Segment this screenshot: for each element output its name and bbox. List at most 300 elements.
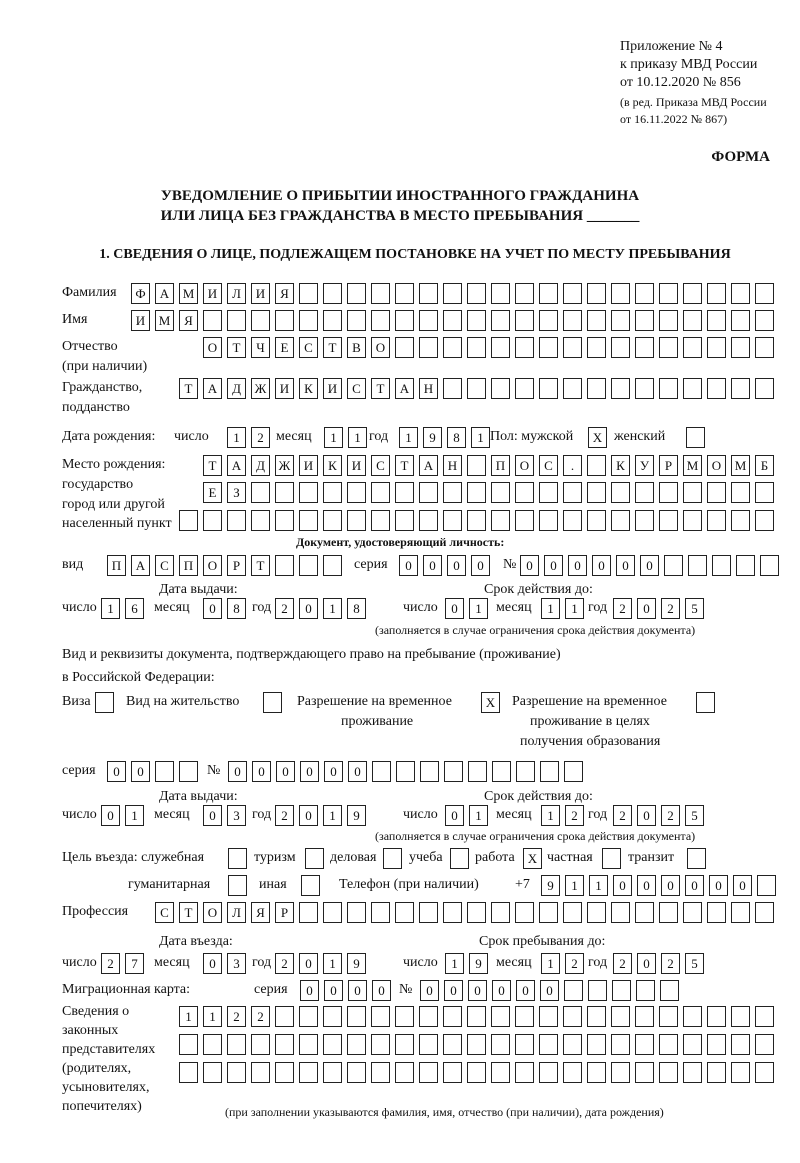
char-cell[interactable] [611, 510, 630, 531]
char-cell[interactable] [275, 482, 294, 503]
char-cell[interactable] [347, 482, 366, 503]
char-cell[interactable]: 8 [227, 598, 246, 619]
char-cell[interactable]: С [299, 337, 318, 358]
char-cell[interactable] [707, 482, 726, 503]
char-cell[interactable] [660, 980, 679, 1001]
char-cell[interactable]: 1 [541, 805, 560, 826]
char-cell[interactable]: 0 [640, 555, 659, 576]
char-cell[interactable] [491, 283, 510, 304]
char-cell[interactable] [443, 482, 462, 503]
char-cell[interactable]: 2 [101, 953, 120, 974]
char-cell[interactable]: 2 [613, 805, 632, 826]
char-cell[interactable] [515, 283, 534, 304]
char-cell[interactable] [467, 1062, 486, 1083]
char-cell[interactable]: А [203, 378, 222, 399]
char-cell[interactable]: Ф [131, 283, 150, 304]
char-cell[interactable]: Ж [251, 378, 270, 399]
char-cell[interactable] [467, 283, 486, 304]
char-cell[interactable] [755, 1006, 774, 1027]
char-cell[interactable] [275, 1034, 294, 1055]
char-cell[interactable] [587, 482, 606, 503]
char-cell[interactable]: 0 [516, 980, 535, 1001]
char-cell[interactable]: М [683, 455, 702, 476]
char-cell[interactable] [419, 482, 438, 503]
char-cell[interactable]: И [347, 455, 366, 476]
char-cell[interactable] [395, 902, 414, 923]
char-cell[interactable] [347, 902, 366, 923]
char-cell[interactable]: 8 [447, 427, 466, 448]
char-cell[interactable]: 0 [300, 761, 319, 782]
char-cell[interactable] [755, 1062, 774, 1083]
char-cell[interactable]: 0 [616, 555, 635, 576]
char-cell[interactable]: С [155, 902, 174, 923]
char-cell[interactable]: Р [227, 555, 246, 576]
char-cell[interactable] [491, 1034, 510, 1055]
char-cell[interactable] [612, 980, 631, 1001]
char-cell[interactable] [755, 283, 774, 304]
char-cell[interactable] [587, 455, 606, 476]
char-cell[interactable] [301, 875, 320, 896]
char-cell[interactable]: 1 [203, 1006, 222, 1027]
char-cell[interactable] [659, 283, 678, 304]
char-cell[interactable] [683, 902, 702, 923]
char-cell[interactable] [467, 455, 486, 476]
char-cell[interactable] [491, 378, 510, 399]
char-cell[interactable]: 5 [685, 953, 704, 974]
char-cell[interactable]: 0 [492, 980, 511, 1001]
char-cell[interactable] [323, 283, 342, 304]
char-cell[interactable] [731, 310, 750, 331]
char-cell[interactable] [707, 337, 726, 358]
char-cell[interactable] [611, 902, 630, 923]
char-cell[interactable]: 2 [565, 805, 584, 826]
char-cell[interactable]: О [371, 337, 390, 358]
char-cell[interactable] [611, 1062, 630, 1083]
char-cell[interactable]: Д [251, 455, 270, 476]
char-cell[interactable] [371, 482, 390, 503]
char-cell[interactable]: 7 [125, 953, 144, 974]
char-cell[interactable]: П [491, 455, 510, 476]
char-cell[interactable] [755, 902, 774, 923]
char-cell[interactable] [540, 761, 559, 782]
char-cell[interactable] [275, 510, 294, 531]
char-cell[interactable]: 0 [324, 761, 343, 782]
char-cell[interactable]: 3 [227, 953, 246, 974]
char-cell[interactable] [299, 510, 318, 531]
char-cell[interactable] [443, 1034, 462, 1055]
char-cell[interactable] [712, 555, 731, 576]
char-cell[interactable] [450, 848, 469, 869]
char-cell[interactable]: 0 [568, 555, 587, 576]
char-cell[interactable] [347, 310, 366, 331]
char-cell[interactable] [587, 378, 606, 399]
char-cell[interactable] [395, 1062, 414, 1083]
char-cell[interactable] [515, 510, 534, 531]
char-cell[interactable]: Т [203, 455, 222, 476]
char-cell[interactable]: П [107, 555, 126, 576]
char-cell[interactable] [755, 337, 774, 358]
char-cell[interactable]: 1 [589, 875, 608, 896]
char-cell[interactable]: С [155, 555, 174, 576]
char-cell[interactable] [683, 510, 702, 531]
char-cell[interactable] [687, 848, 706, 869]
char-cell[interactable] [516, 761, 535, 782]
char-cell[interactable]: С [371, 455, 390, 476]
char-cell[interactable]: Д [227, 378, 246, 399]
char-cell[interactable] [419, 1006, 438, 1027]
char-cell[interactable]: Р [275, 902, 294, 923]
char-cell[interactable]: С [347, 378, 366, 399]
char-cell[interactable]: 9 [347, 805, 366, 826]
char-cell[interactable] [635, 337, 654, 358]
char-cell[interactable]: Е [203, 482, 222, 503]
char-cell[interactable] [683, 1006, 702, 1027]
char-cell[interactable] [491, 310, 510, 331]
char-cell[interactable] [371, 1006, 390, 1027]
char-cell[interactable]: 0 [637, 875, 656, 896]
char-cell[interactable]: Н [443, 455, 462, 476]
char-cell[interactable] [539, 482, 558, 503]
char-cell[interactable]: 0 [733, 875, 752, 896]
char-cell[interactable] [587, 1034, 606, 1055]
char-cell[interactable] [611, 482, 630, 503]
char-cell[interactable] [227, 1062, 246, 1083]
char-cell[interactable] [564, 761, 583, 782]
char-cell[interactable] [228, 848, 247, 869]
char-cell[interactable]: 0 [101, 805, 120, 826]
char-cell[interactable] [755, 482, 774, 503]
char-cell[interactable]: 0 [348, 980, 367, 1001]
char-cell[interactable] [757, 875, 776, 896]
char-cell[interactable] [179, 1062, 198, 1083]
char-cell[interactable] [588, 980, 607, 1001]
char-cell[interactable]: И [299, 455, 318, 476]
char-cell[interactable] [227, 510, 246, 531]
char-cell[interactable] [251, 510, 270, 531]
char-cell[interactable]: Л [227, 283, 246, 304]
char-cell[interactable]: 1 [324, 427, 343, 448]
char-cell[interactable]: И [131, 310, 150, 331]
char-cell[interactable] [635, 510, 654, 531]
char-cell[interactable] [539, 1034, 558, 1055]
char-cell[interactable]: 6 [125, 598, 144, 619]
char-cell[interactable] [587, 310, 606, 331]
char-cell[interactable] [323, 510, 342, 531]
char-cell[interactable]: Я [251, 902, 270, 923]
char-cell[interactable] [251, 482, 270, 503]
char-cell[interactable] [491, 1062, 510, 1083]
char-cell[interactable]: 1 [227, 427, 246, 448]
char-cell[interactable] [95, 692, 114, 713]
char-cell[interactable]: 1 [471, 427, 490, 448]
char-cell[interactable] [467, 482, 486, 503]
char-cell[interactable]: В [347, 337, 366, 358]
char-cell[interactable]: 1 [101, 598, 120, 619]
char-cell[interactable] [659, 337, 678, 358]
char-cell[interactable] [707, 310, 726, 331]
char-cell[interactable] [275, 1006, 294, 1027]
char-cell[interactable]: И [275, 378, 294, 399]
char-cell[interactable] [371, 310, 390, 331]
char-cell[interactable] [443, 902, 462, 923]
char-cell[interactable]: 3 [227, 805, 246, 826]
char-cell[interactable] [395, 1034, 414, 1055]
char-cell[interactable] [611, 378, 630, 399]
char-cell[interactable] [323, 1034, 342, 1055]
char-cell[interactable]: С [539, 455, 558, 476]
char-cell[interactable] [683, 378, 702, 399]
char-cell[interactable] [731, 1034, 750, 1055]
char-cell[interactable] [467, 1034, 486, 1055]
char-cell[interactable] [323, 902, 342, 923]
char-cell[interactable]: 0 [471, 555, 490, 576]
char-cell[interactable] [371, 902, 390, 923]
char-cell[interactable]: 1 [125, 805, 144, 826]
char-cell[interactable] [611, 283, 630, 304]
char-cell[interactable]: 0 [300, 980, 319, 1001]
char-cell[interactable] [696, 692, 715, 713]
char-cell[interactable] [587, 902, 606, 923]
char-cell[interactable]: О [203, 337, 222, 358]
char-cell[interactable] [659, 1034, 678, 1055]
char-cell[interactable] [299, 1034, 318, 1055]
char-cell[interactable] [275, 1062, 294, 1083]
char-cell[interactable]: 0 [447, 555, 466, 576]
char-cell[interactable] [563, 1062, 582, 1083]
char-cell[interactable]: 1 [399, 427, 418, 448]
char-cell[interactable] [491, 902, 510, 923]
char-cell[interactable]: М [179, 283, 198, 304]
char-cell[interactable] [323, 482, 342, 503]
char-cell[interactable]: 2 [661, 598, 680, 619]
char-cell[interactable] [515, 1034, 534, 1055]
char-cell[interactable] [515, 482, 534, 503]
char-cell[interactable]: 0 [423, 555, 442, 576]
char-cell[interactable] [443, 1062, 462, 1083]
char-cell[interactable] [275, 310, 294, 331]
char-cell[interactable]: 8 [347, 598, 366, 619]
char-cell[interactable] [419, 510, 438, 531]
char-cell[interactable]: 0 [348, 761, 367, 782]
char-cell[interactable]: X [481, 692, 500, 713]
char-cell[interactable] [707, 510, 726, 531]
char-cell[interactable] [707, 283, 726, 304]
char-cell[interactable]: 0 [372, 980, 391, 1001]
char-cell[interactable] [515, 1062, 534, 1083]
char-cell[interactable] [251, 310, 270, 331]
char-cell[interactable] [443, 337, 462, 358]
char-cell[interactable]: X [588, 427, 607, 448]
char-cell[interactable] [467, 1006, 486, 1027]
char-cell[interactable]: О [203, 902, 222, 923]
char-cell[interactable] [731, 283, 750, 304]
char-cell[interactable] [275, 555, 294, 576]
char-cell[interactable] [659, 310, 678, 331]
char-cell[interactable]: 0 [203, 805, 222, 826]
char-cell[interactable] [731, 482, 750, 503]
char-cell[interactable] [539, 1062, 558, 1083]
char-cell[interactable]: 1 [565, 598, 584, 619]
char-cell[interactable]: 5 [685, 598, 704, 619]
char-cell[interactable] [686, 427, 705, 448]
char-cell[interactable]: 5 [685, 805, 704, 826]
char-cell[interactable]: Я [179, 310, 198, 331]
char-cell[interactable] [371, 1034, 390, 1055]
char-cell[interactable] [419, 310, 438, 331]
char-cell[interactable]: 2 [275, 953, 294, 974]
char-cell[interactable]: X [523, 848, 542, 869]
char-cell[interactable] [347, 510, 366, 531]
char-cell[interactable] [636, 980, 655, 1001]
char-cell[interactable] [563, 283, 582, 304]
char-cell[interactable] [707, 1006, 726, 1027]
char-cell[interactable] [755, 378, 774, 399]
char-cell[interactable] [611, 337, 630, 358]
char-cell[interactable] [468, 761, 487, 782]
char-cell[interactable] [395, 310, 414, 331]
char-cell[interactable]: 1 [348, 427, 367, 448]
char-cell[interactable]: 0 [420, 980, 439, 1001]
char-cell[interactable] [659, 1062, 678, 1083]
char-cell[interactable]: О [515, 455, 534, 476]
char-cell[interactable]: Р [659, 455, 678, 476]
char-cell[interactable]: 1 [469, 598, 488, 619]
char-cell[interactable] [372, 761, 391, 782]
char-cell[interactable]: А [419, 455, 438, 476]
char-cell[interactable] [492, 761, 511, 782]
char-cell[interactable]: 0 [299, 598, 318, 619]
char-cell[interactable] [179, 761, 198, 782]
char-cell[interactable]: 0 [203, 953, 222, 974]
char-cell[interactable] [203, 1062, 222, 1083]
char-cell[interactable]: П [179, 555, 198, 576]
char-cell[interactable]: 0 [228, 761, 247, 782]
char-cell[interactable] [443, 1006, 462, 1027]
char-cell[interactable]: К [323, 455, 342, 476]
char-cell[interactable]: 2 [275, 805, 294, 826]
char-cell[interactable] [635, 1034, 654, 1055]
char-cell[interactable]: Т [179, 902, 198, 923]
char-cell[interactable] [587, 283, 606, 304]
char-cell[interactable] [736, 555, 755, 576]
char-cell[interactable] [491, 510, 510, 531]
char-cell[interactable]: И [251, 283, 270, 304]
char-cell[interactable] [419, 283, 438, 304]
char-cell[interactable]: 0 [252, 761, 271, 782]
char-cell[interactable]: 1 [469, 805, 488, 826]
char-cell[interactable]: 0 [520, 555, 539, 576]
char-cell[interactable]: 2 [661, 953, 680, 974]
char-cell[interactable] [659, 482, 678, 503]
char-cell[interactable] [659, 1006, 678, 1027]
char-cell[interactable]: И [323, 378, 342, 399]
char-cell[interactable]: 0 [709, 875, 728, 896]
char-cell[interactable] [635, 378, 654, 399]
char-cell[interactable]: 0 [107, 761, 126, 782]
char-cell[interactable]: 0 [299, 805, 318, 826]
char-cell[interactable] [155, 761, 174, 782]
char-cell[interactable] [299, 902, 318, 923]
char-cell[interactable]: 0 [544, 555, 563, 576]
char-cell[interactable] [683, 283, 702, 304]
char-cell[interactable]: 2 [661, 805, 680, 826]
char-cell[interactable]: 1 [323, 805, 342, 826]
char-cell[interactable] [491, 482, 510, 503]
char-cell[interactable] [227, 310, 246, 331]
char-cell[interactable] [371, 1062, 390, 1083]
char-cell[interactable] [564, 980, 583, 1001]
char-cell[interactable] [563, 1006, 582, 1027]
char-cell[interactable]: 1 [323, 598, 342, 619]
char-cell[interactable]: 9 [541, 875, 560, 896]
char-cell[interactable]: Б [755, 455, 774, 476]
char-cell[interactable] [443, 378, 462, 399]
char-cell[interactable] [395, 510, 414, 531]
char-cell[interactable] [227, 1034, 246, 1055]
char-cell[interactable] [395, 283, 414, 304]
char-cell[interactable]: А [227, 455, 246, 476]
char-cell[interactable] [707, 378, 726, 399]
char-cell[interactable] [419, 1034, 438, 1055]
char-cell[interactable] [305, 848, 324, 869]
char-cell[interactable] [587, 1006, 606, 1027]
char-cell[interactable] [683, 482, 702, 503]
char-cell[interactable]: 1 [323, 953, 342, 974]
char-cell[interactable] [539, 510, 558, 531]
char-cell[interactable] [515, 378, 534, 399]
char-cell[interactable]: 0 [540, 980, 559, 1001]
char-cell[interactable]: Л [227, 902, 246, 923]
char-cell[interactable] [635, 1062, 654, 1083]
char-cell[interactable] [731, 902, 750, 923]
char-cell[interactable]: 9 [347, 953, 366, 974]
char-cell[interactable]: О [707, 455, 726, 476]
char-cell[interactable] [420, 761, 439, 782]
char-cell[interactable] [203, 510, 222, 531]
char-cell[interactable]: 2 [227, 1006, 246, 1027]
char-cell[interactable] [443, 283, 462, 304]
char-cell[interactable] [299, 310, 318, 331]
char-cell[interactable] [263, 692, 282, 713]
char-cell[interactable]: 2 [613, 598, 632, 619]
char-cell[interactable]: О [203, 555, 222, 576]
char-cell[interactable] [396, 761, 415, 782]
char-cell[interactable] [563, 1034, 582, 1055]
char-cell[interactable] [760, 555, 779, 576]
char-cell[interactable] [635, 902, 654, 923]
char-cell[interactable] [467, 902, 486, 923]
char-cell[interactable] [443, 310, 462, 331]
char-cell[interactable] [539, 378, 558, 399]
char-cell[interactable] [731, 378, 750, 399]
char-cell[interactable] [467, 310, 486, 331]
char-cell[interactable]: 1 [445, 953, 464, 974]
char-cell[interactable] [755, 510, 774, 531]
char-cell[interactable] [395, 482, 414, 503]
char-cell[interactable] [635, 482, 654, 503]
char-cell[interactable]: 9 [423, 427, 442, 448]
char-cell[interactable]: 2 [251, 427, 270, 448]
char-cell[interactable] [539, 310, 558, 331]
char-cell[interactable]: 0 [445, 598, 464, 619]
char-cell[interactable]: 1 [179, 1006, 198, 1027]
char-cell[interactable] [443, 510, 462, 531]
char-cell[interactable] [299, 1062, 318, 1083]
char-cell[interactable] [323, 1062, 342, 1083]
char-cell[interactable]: Т [227, 337, 246, 358]
char-cell[interactable] [683, 1034, 702, 1055]
char-cell[interactable] [755, 1034, 774, 1055]
